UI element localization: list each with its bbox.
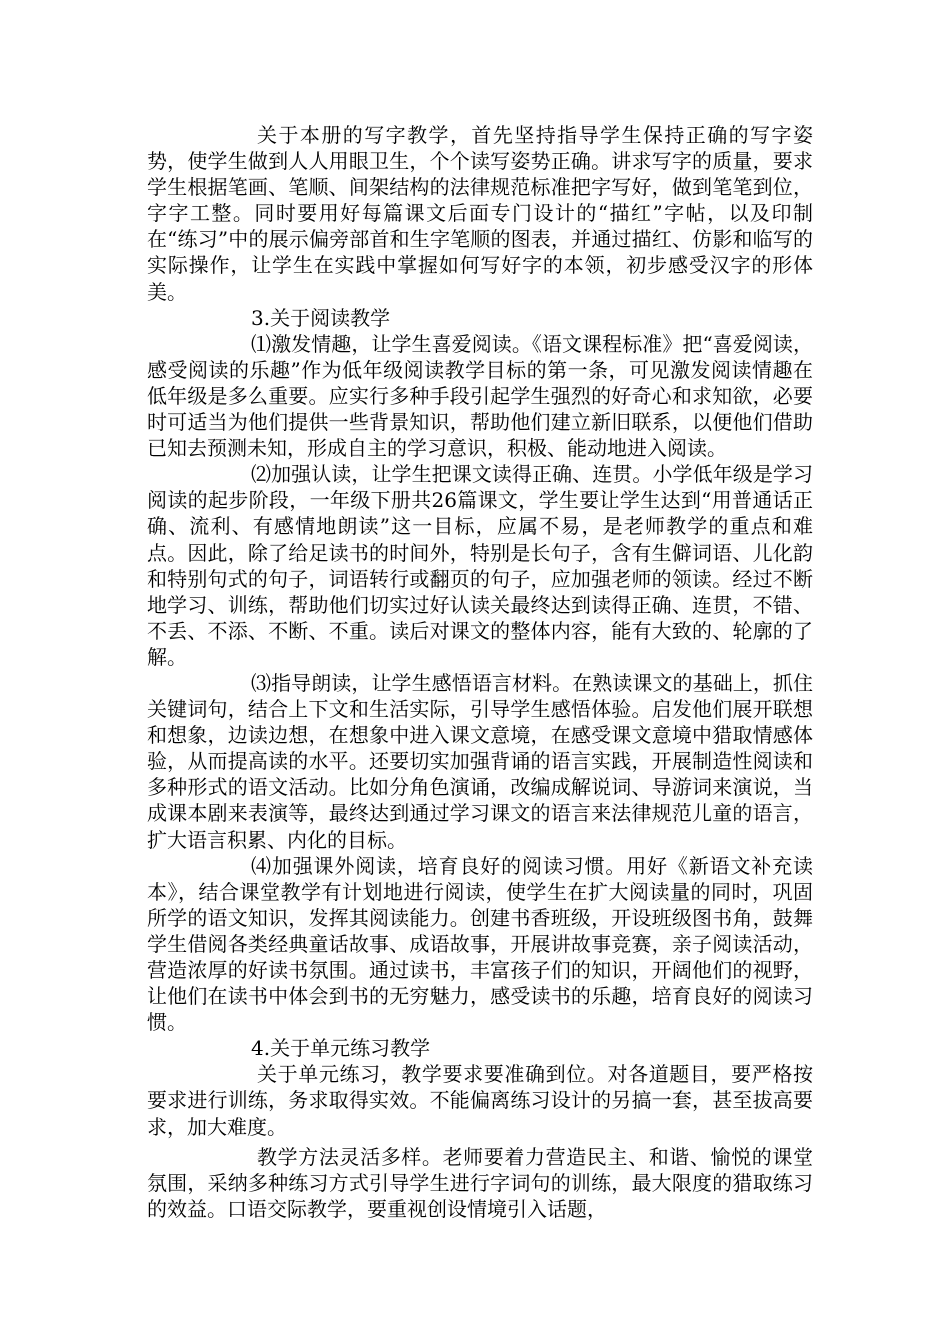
- heading-unit-exercise-teaching: 4.关于单元练习教学: [251, 1036, 431, 1061]
- paragraph-item-2: ⑵加强认读，让学生把课文读得正确、连贯。小学低年级是学习阅读的起步阶段，一年级下册共26篇课文，学生要让学生达到“用普通话正确、流利、有感情地朗读”这一目标，应属不易，是老师教学的重点和难点。因此，除了给足读书的时间外，特别是长句子，含有生僻词语、儿化韵和特别句式的句子，词语转行或翻页的句子，应加强老师的领读。经过不断地学习、训练，帮助他们切实过好认读关最终达到读得正确、连贯，不错、不丢、不添、不断、不重。读后对课文的整体内容，能有大致的、轮廓的了解。: [147, 462, 813, 669]
- document-body: [147, 122, 813, 1222]
- heading-reading-teaching: 3.关于阅读教学: [251, 305, 391, 330]
- paragraph-item-1: ⑴激发情趣，让学生喜爱阅读。《语文课程标准》把“喜爱阅读，感受阅读的乐趣”作为低年级阅读教学目标的第一条，可见激发阅读情趣在低年级是多么重要。应实行多种手段引起学生强烈的好奇心和求知欲，必要时可适当为他们提供一些背景知识，帮助他们建立新旧联系，以便他们借助已知去预测未知，形成自主的学习意识，积极、能动地进入阅读。: [147, 331, 813, 461]
- paragraph-teaching-methods: 教学方法灵活多样。老师要着力营造民主、和谐、愉悦的课堂氛围，采纳多种练习方式引导学生进行字词句的训练，最大限度的猎取练习的效益。口语交际教学，要重视创设情境引入话题，: [147, 1144, 813, 1221]
- paragraph-item-4: ⑷加强课外阅读，培育良好的阅读习惯。用好《新语文补充读本》，结合课堂教学有计划地进行阅读，使学生在扩大阅读量的同时，巩固所学的语文知识，发挥其阅读能力。创建书香班级，开设班级图书角，鼓舞学生借阅各类经典童话故事、成语故事，开展讲故事竞赛，亲子阅读活动，营造浓厚的好读书氛围。通过读书，丰富孩子们的知识，开阔他们的视野，让他们在读书中体会到书的无穷魅力，感受读书的乐趣，培育良好的阅读习惯。: [147, 853, 813, 1035]
- paragraph-item-3: ⑶指导朗读，让学生感悟语言材料。在熟读课文的基础上，抓住关键词句，结合上下文和生活实际，引导学生感悟体验。启发他们展开联想和想象，边读边想，在想象中进入课文意境，在感受课文意境中猎取情感体验，从而提高读的水平。还要切实加强背诵的语言实践，开展制造性阅读和多种形式的语文活动。比如分角色演诵，改编成解说词、导游词来演说，当成课本剧来表演等，最终达到通过学习课文的语言来法律规范儿童的语言，扩大语言积累、内化的目标。: [147, 670, 813, 852]
- paragraph-writing-teaching: 关于本册的写字教学，首先坚持指导学生保持正确的写字姿势，使学生做到人人用眼卫生，个个读写姿势正确。讲求写字的质量，要求学生根据笔画、笔顺、间架结构的法律规范标准把字写好，做到笔笔到位，字字工整。同时要用好每篇课文后面专门设计的“描红”字帖，以及印制在“练习”中的展示偏旁部首和生字笔顺的图表，并通过描红、仿影和临写的实际操作，让学生在实践中掌握如何写好字的本领，初步感受汉字的形体美。: [147, 123, 813, 304]
- paragraph-unit-exercise: 关于单元练习，教学要求要准确到位。对各道题目，要严格按要求进行训练，务求取得实效。不能偏离练习设计的另搞一套，甚至拔高要求，加大难度。: [147, 1062, 813, 1139]
